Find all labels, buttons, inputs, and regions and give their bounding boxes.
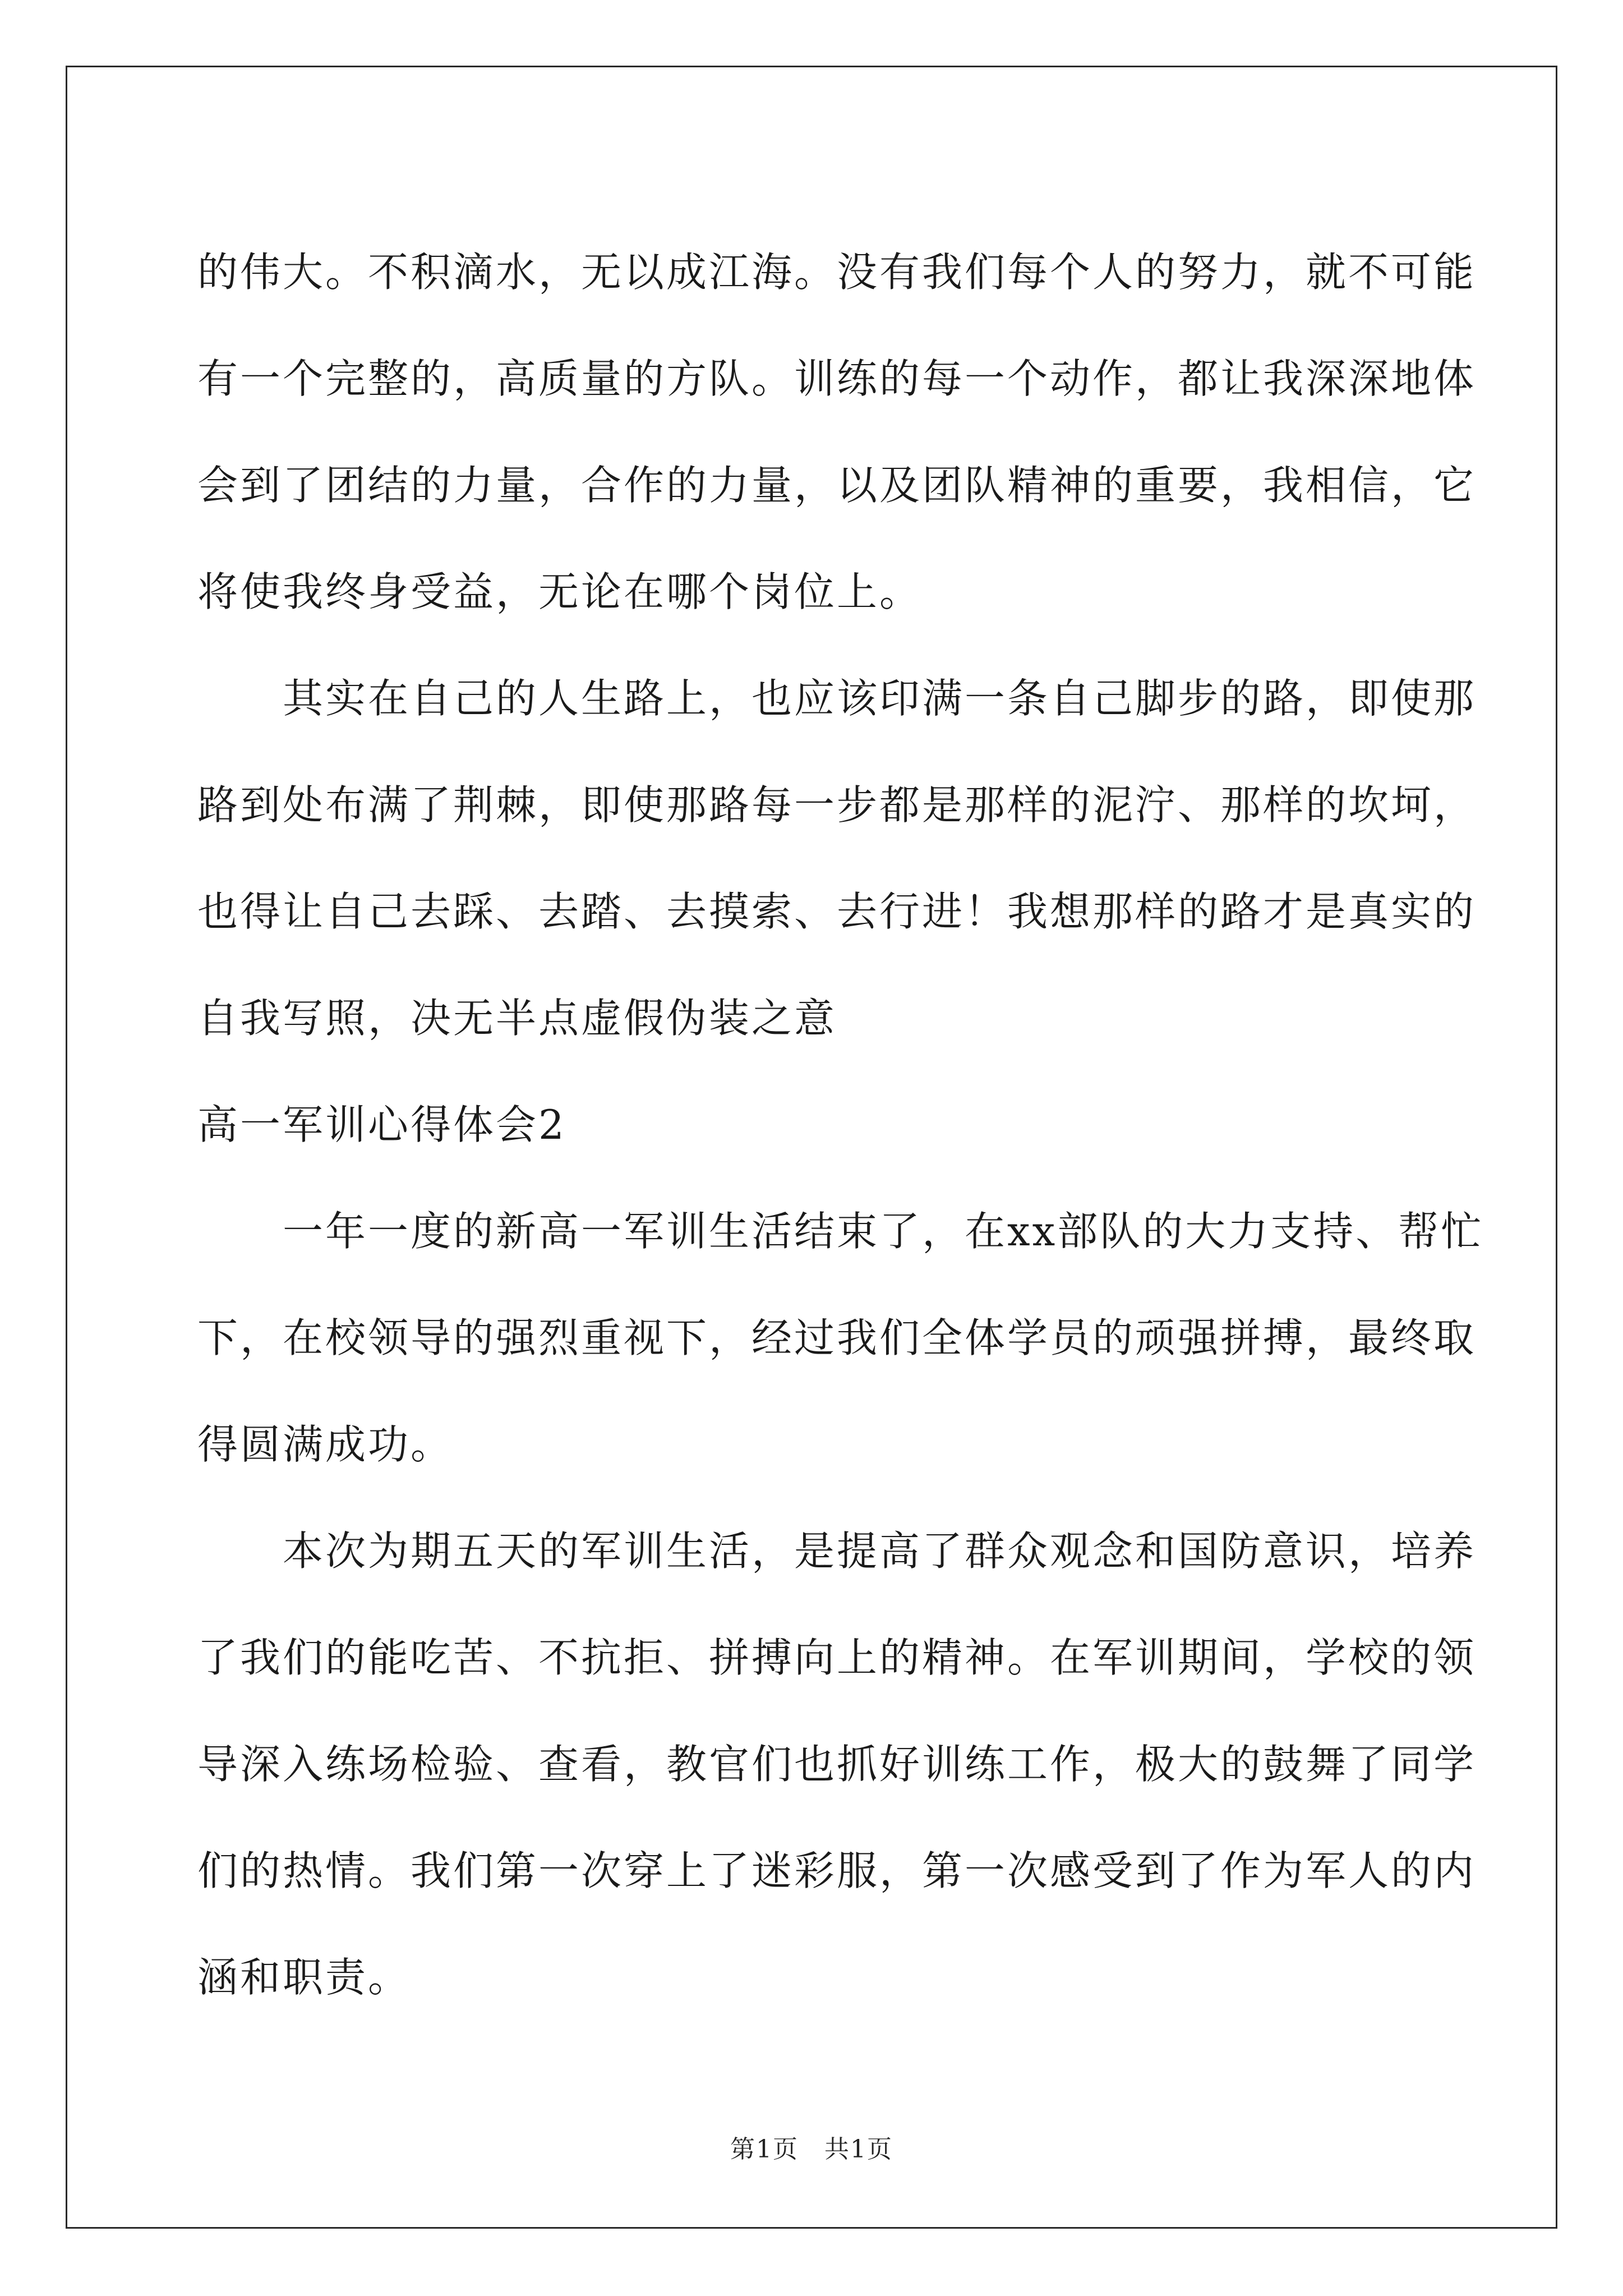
text-line: 下，在校领导的强烈重视下，经过我们全体学员的顽强拼搏，最终取 bbox=[197, 1314, 1477, 1361]
text-line: 将使我终身受益，无论在哪个岗位上。 bbox=[197, 568, 923, 615]
text-line: 会到了团结的力量，合作的力量，以及团队精神的重要，我相信，它 bbox=[197, 462, 1477, 509]
text-line: 自我写照，决无半点虚假伪装之意 bbox=[197, 995, 837, 1042]
text-line: 的伟大。不积滴水，无以成江海。没有我们每个人的努力，就不可能 bbox=[197, 249, 1477, 296]
text-line: 们的热情。我们第一次穿上了迷彩服，第一次感受到了作为军人的内 bbox=[197, 1847, 1477, 1894]
text-line: 导深入练场检验、查看，教官们也抓好训练工作，极大的鼓舞了同学 bbox=[197, 1741, 1477, 1788]
page-number: 第1页 共1页 bbox=[730, 2135, 893, 2164]
paragraph-first-line: 本次为期五天的军训生活，是提高了群众观念和国防意识，培养 bbox=[197, 1527, 1477, 1575]
paragraph-first-line: 其实在自己的人生路上，也应该印满一条自己脚步的路，即使那 bbox=[197, 675, 1477, 722]
text-line: 了我们的能吃苦、不抗拒、拼搏向上的精神。在军训期间，学校的领 bbox=[197, 1634, 1477, 1681]
text-line: 也得让自己去踩、去踏、去摸索、去行进！我想那样的路才是真实的 bbox=[197, 888, 1477, 935]
text-line: 路到处布满了荆棘，即使那路每一步都是那样的泥泞、那样的坎坷， bbox=[197, 781, 1477, 829]
document-body bbox=[197, 219, 1484, 2031]
text-line: 得圆满成功。 bbox=[197, 1421, 454, 1468]
text-line: 涵和职责。 bbox=[197, 1954, 411, 2001]
section-heading: 高一军训心得体会2 bbox=[197, 1101, 566, 1148]
paragraph-first-line: 一年一度的新高一军训生活结束了，在xx部队的大力支持、帮忙 bbox=[197, 1208, 1484, 1255]
text-line: 有一个完整的，高质量的方队。训练的每一个动作，都让我深深地体 bbox=[197, 355, 1477, 402]
